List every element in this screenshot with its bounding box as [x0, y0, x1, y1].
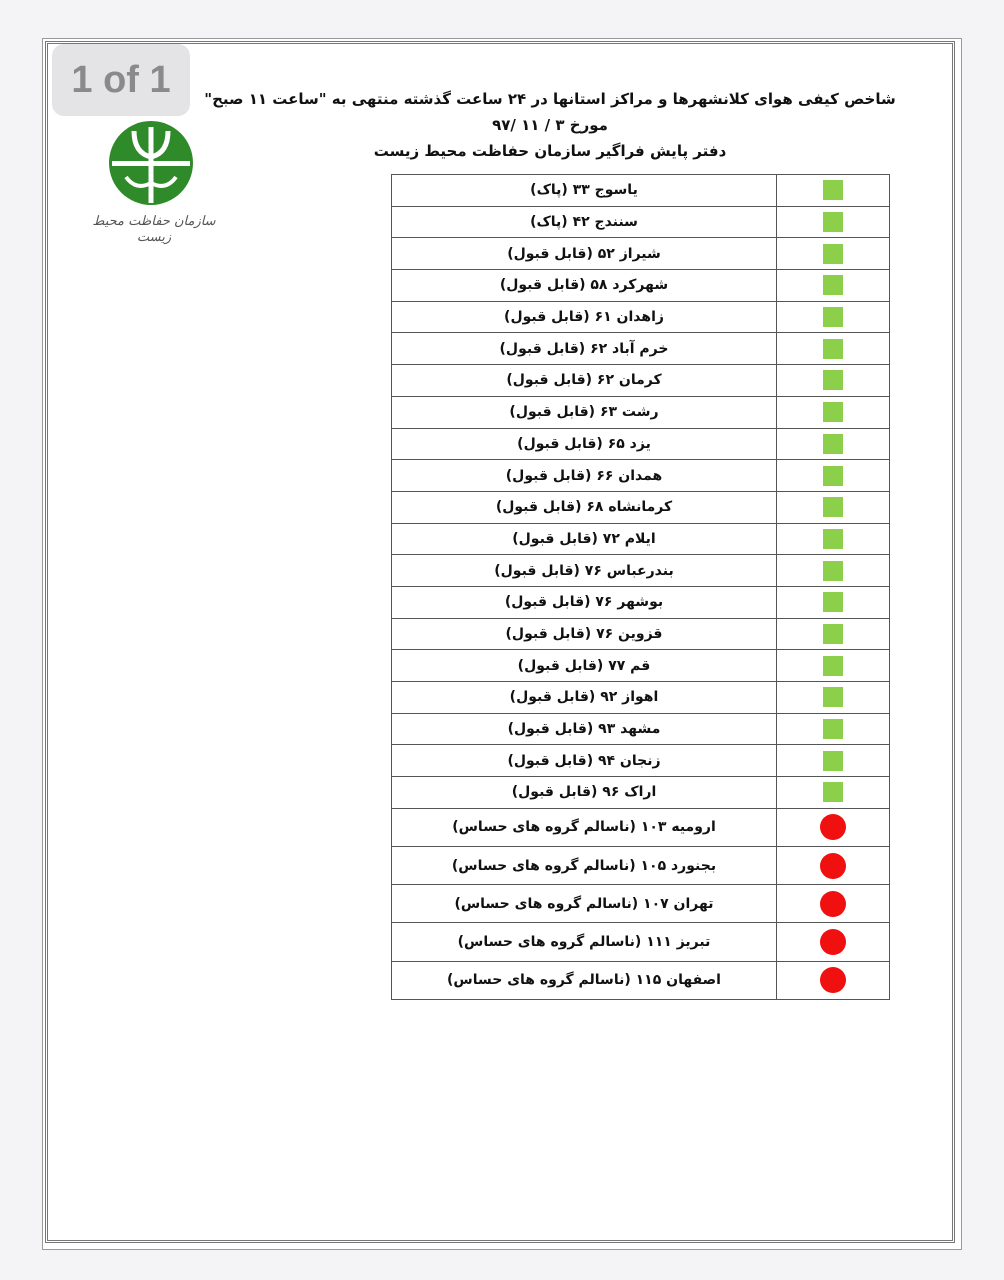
status-cell [777, 365, 890, 397]
city-aqi-cell: بوشهر ۷۶ (قابل قبول) [392, 586, 777, 618]
table-row [392, 846, 890, 884]
table-row [392, 523, 890, 555]
green-square-icon [823, 212, 843, 232]
status-cell [777, 523, 890, 555]
green-square-icon [823, 782, 843, 802]
city-aqi-cell: خرم آباد ۶۲ (قابل قبول) [392, 333, 777, 365]
city-aqi-cell: مشهد ۹۳ (قابل قبول) [392, 713, 777, 745]
green-square-icon [823, 307, 843, 327]
table-row [392, 301, 890, 333]
city-aqi-cell: کرمانشاه ۶۸ (قابل قبول) [392, 491, 777, 523]
table-row [392, 777, 890, 809]
table-row [392, 923, 890, 961]
status-cell [777, 428, 890, 460]
green-square-icon [823, 402, 843, 422]
green-square-icon [823, 751, 843, 771]
status-cell [777, 777, 890, 809]
city-aqi-cell: اراک ۹۶ (قابل قبول) [392, 777, 777, 809]
status-cell [777, 618, 890, 650]
green-square-icon [823, 370, 843, 390]
status-cell [777, 301, 890, 333]
table-row [392, 713, 890, 745]
table-row [392, 396, 890, 428]
table-row [392, 238, 890, 270]
status-cell [777, 555, 890, 587]
city-aqi-cell: همدان ۶۶ (قابل قبول) [392, 460, 777, 492]
green-square-icon [823, 497, 843, 517]
city-aqi-cell: کرمان ۶۲ (قابل قبول) [392, 365, 777, 397]
status-cell [777, 650, 890, 682]
table-row [392, 745, 890, 777]
table-row [392, 650, 890, 682]
red-circle-icon [820, 929, 846, 955]
city-aqi-cell: تبریز ۱۱۱ (ناسالم گروه های حساس) [392, 923, 777, 961]
city-aqi-cell: قزوین ۷۶ (قابل قبول) [392, 618, 777, 650]
status-cell [777, 206, 890, 238]
red-circle-icon [820, 853, 846, 879]
status-cell [777, 396, 890, 428]
city-aqi-cell: یزد ۶۵ (قابل قبول) [392, 428, 777, 460]
green-square-icon [823, 624, 843, 644]
table-row [392, 175, 890, 207]
city-aqi-cell: ایلام ۷۲ (قابل قبول) [392, 523, 777, 555]
status-cell [777, 175, 890, 207]
status-cell [777, 846, 890, 884]
green-square-icon [823, 687, 843, 707]
city-aqi-cell: ارومیه ۱۰۳ (ناسالم گروه های حساس) [392, 808, 777, 846]
table-row [392, 682, 890, 714]
report-content [190, 86, 910, 1000]
red-circle-icon [820, 814, 846, 840]
table-row [392, 885, 890, 923]
table-row [392, 206, 890, 238]
air-quality-table [391, 174, 890, 1000]
city-aqi-cell: یاسوج ۳۳ (پاک) [392, 175, 777, 207]
city-aqi-cell: اصفهان ۱۱۵ (ناسالم گروه های حساس) [392, 961, 777, 999]
city-aqi-cell: بجنورد ۱۰۵ (ناسالم گروه های حساس) [392, 846, 777, 884]
green-square-icon [823, 339, 843, 359]
city-aqi-cell: سنندج ۴۲ (پاک) [392, 206, 777, 238]
green-square-icon [823, 719, 843, 739]
city-aqi-cell: زنجان ۹۴ (قابل قبول) [392, 745, 777, 777]
table-row [392, 491, 890, 523]
table-row [392, 586, 890, 618]
city-aqi-cell: زاهدان ۶۱ (قابل قبول) [392, 301, 777, 333]
table-row [392, 428, 890, 460]
status-cell [777, 333, 890, 365]
status-cell [777, 713, 890, 745]
city-aqi-cell: شیراز ۵۲ (قابل قبول) [392, 238, 777, 270]
report-date: مورخ ۳ / ۱۱ /۹۷ [492, 116, 608, 134]
table-row [392, 333, 890, 365]
table-row [392, 365, 890, 397]
green-square-icon [823, 529, 843, 549]
page-indicator: 1 of 1 [52, 44, 190, 116]
status-cell [777, 491, 890, 523]
city-aqi-cell: قم ۷۷ (قابل قبول) [392, 650, 777, 682]
green-square-icon [823, 561, 843, 581]
green-square-icon [823, 434, 843, 454]
green-square-icon [823, 275, 843, 295]
status-cell [777, 460, 890, 492]
status-cell [777, 586, 890, 618]
report-title: شاخص کیفی هوای کلانشهرها و مراکز استانها در ۲۴ ساعت گذشته منتهی به "ساعت ۱۱ صبح" [204, 90, 896, 108]
table-row [392, 555, 890, 587]
red-circle-icon [820, 967, 846, 993]
logo-text: سازمان حفاظت محیط زیست [92, 214, 216, 245]
status-cell [777, 682, 890, 714]
green-square-icon [823, 244, 843, 264]
red-circle-icon [820, 891, 846, 917]
city-aqi-cell: تهران ۱۰۷ (ناسالم گروه های حساس) [392, 885, 777, 923]
table-row [392, 270, 890, 302]
city-aqi-cell: رشت ۶۳ (قابل قبول) [392, 396, 777, 428]
status-cell [777, 745, 890, 777]
status-cell [777, 923, 890, 961]
green-square-icon [823, 592, 843, 612]
report-office: دفتر پایش فراگیر سازمان حفاظت محیط زیست [373, 142, 727, 160]
table-row [392, 618, 890, 650]
status-cell [777, 238, 890, 270]
status-cell [777, 885, 890, 923]
green-square-icon [823, 656, 843, 676]
green-square-icon [823, 180, 843, 200]
status-cell [777, 961, 890, 999]
status-cell [777, 808, 890, 846]
table-row [392, 808, 890, 846]
table-row [392, 460, 890, 492]
city-aqi-cell: بندرعباس ۷۶ (قابل قبول) [392, 555, 777, 587]
table-row [392, 961, 890, 999]
city-aqi-cell: شهرکرد ۵۸ (قابل قبول) [392, 270, 777, 302]
status-cell [777, 270, 890, 302]
green-square-icon [823, 466, 843, 486]
city-aqi-cell: اهواز ۹۲ (قابل قبول) [392, 682, 777, 714]
